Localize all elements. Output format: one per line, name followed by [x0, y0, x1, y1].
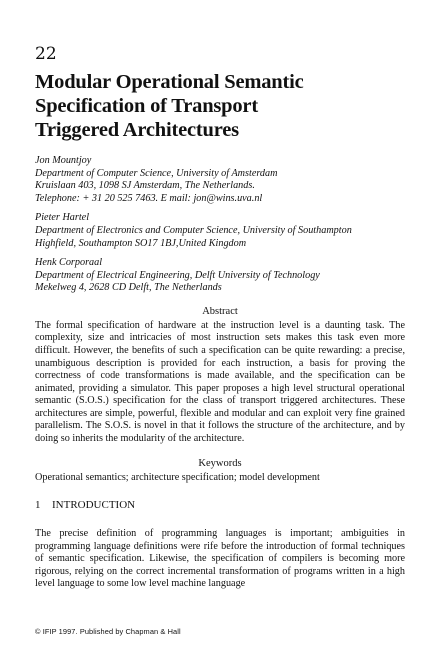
author-name: Pieter Hartel	[35, 212, 90, 224]
title-line-3: Triggered Architectures	[35, 119, 239, 141]
keywords-text: Operational semantics; architecture specification; model development	[35, 472, 320, 484]
author-block-2	[35, 212, 405, 250]
abstract-heading: Abstract	[202, 305, 238, 317]
author-name: Henk Corporaal	[35, 257, 103, 269]
chapter-number: 22	[35, 44, 57, 64]
section-title: INTRODUCTION	[52, 498, 136, 511]
section-number: 1	[35, 498, 41, 511]
copyright-footer: © IFIP 1997. Published by Chapman & Hall	[35, 627, 181, 636]
author-block-1	[35, 155, 405, 205]
abstract-text: The formal specification of hardware at the instruction level is a daunting task. The complexity, size and intricacies of most instruction sets makes this task even more difficult. However, the benefits of such a specification can be quite rewarding: a precise, unambiguous description is provided for each instruction, a basis for proving the correctness of code transformations is made available, and the specification can be animated, providing a simulator. This paper proposes a high level structural operational semantic (S.O.S.) specification for the class of transport triggered architectures. These architectures are simple, powerful, flexible and modular and can exploit very fine grained parallelism. The S.O.S. is novel in that it follows the structure of the architecture, and by doing so inherits the modularity of the architecture.	[35, 319, 405, 444]
author-contact: Telephone: + 31 20 525 7463. E mail: jon@wins.uva.nl	[35, 192, 263, 204]
author-block-3	[35, 257, 405, 295]
author-address: Highfield, Southampton SO17 1BJ,United Kingdom	[35, 237, 247, 249]
introduction-text: The precise definition of programming languages is important; ambiguities in programming language definitions were rife before the introduction of formal techniques of semantic specification. Likewise, the specification of compilers is becoming more rigorous, relying on the correct incremental transformation of programs written in a high level language to some low level machine language	[35, 527, 405, 590]
paper-page	[35, 44, 405, 591]
author-name: Jon Mountjoy	[35, 155, 92, 166]
chapter-title	[35, 70, 405, 142]
keywords-heading: Keywords	[198, 458, 242, 470]
author-affiliation: Department of Electronics and Computer Science, University of Southampton	[35, 224, 352, 236]
author-address: Mekelweg 4, 2628 CD Delft, The Netherlands	[35, 282, 222, 294]
author-affiliation: Department of Computer Science, University of Amsterdam	[35, 167, 278, 179]
title-line-1: Modular Operational Semantic	[35, 71, 304, 93]
section-heading	[35, 499, 405, 512]
author-address: Kruislaan 403, 1098 SJ Amsterdam, The Netherlands.	[35, 180, 255, 192]
author-affiliation: Department of Electrical Engineering, Delft University of Technology	[35, 269, 320, 281]
title-line-2: Specification of Transport	[35, 95, 258, 117]
